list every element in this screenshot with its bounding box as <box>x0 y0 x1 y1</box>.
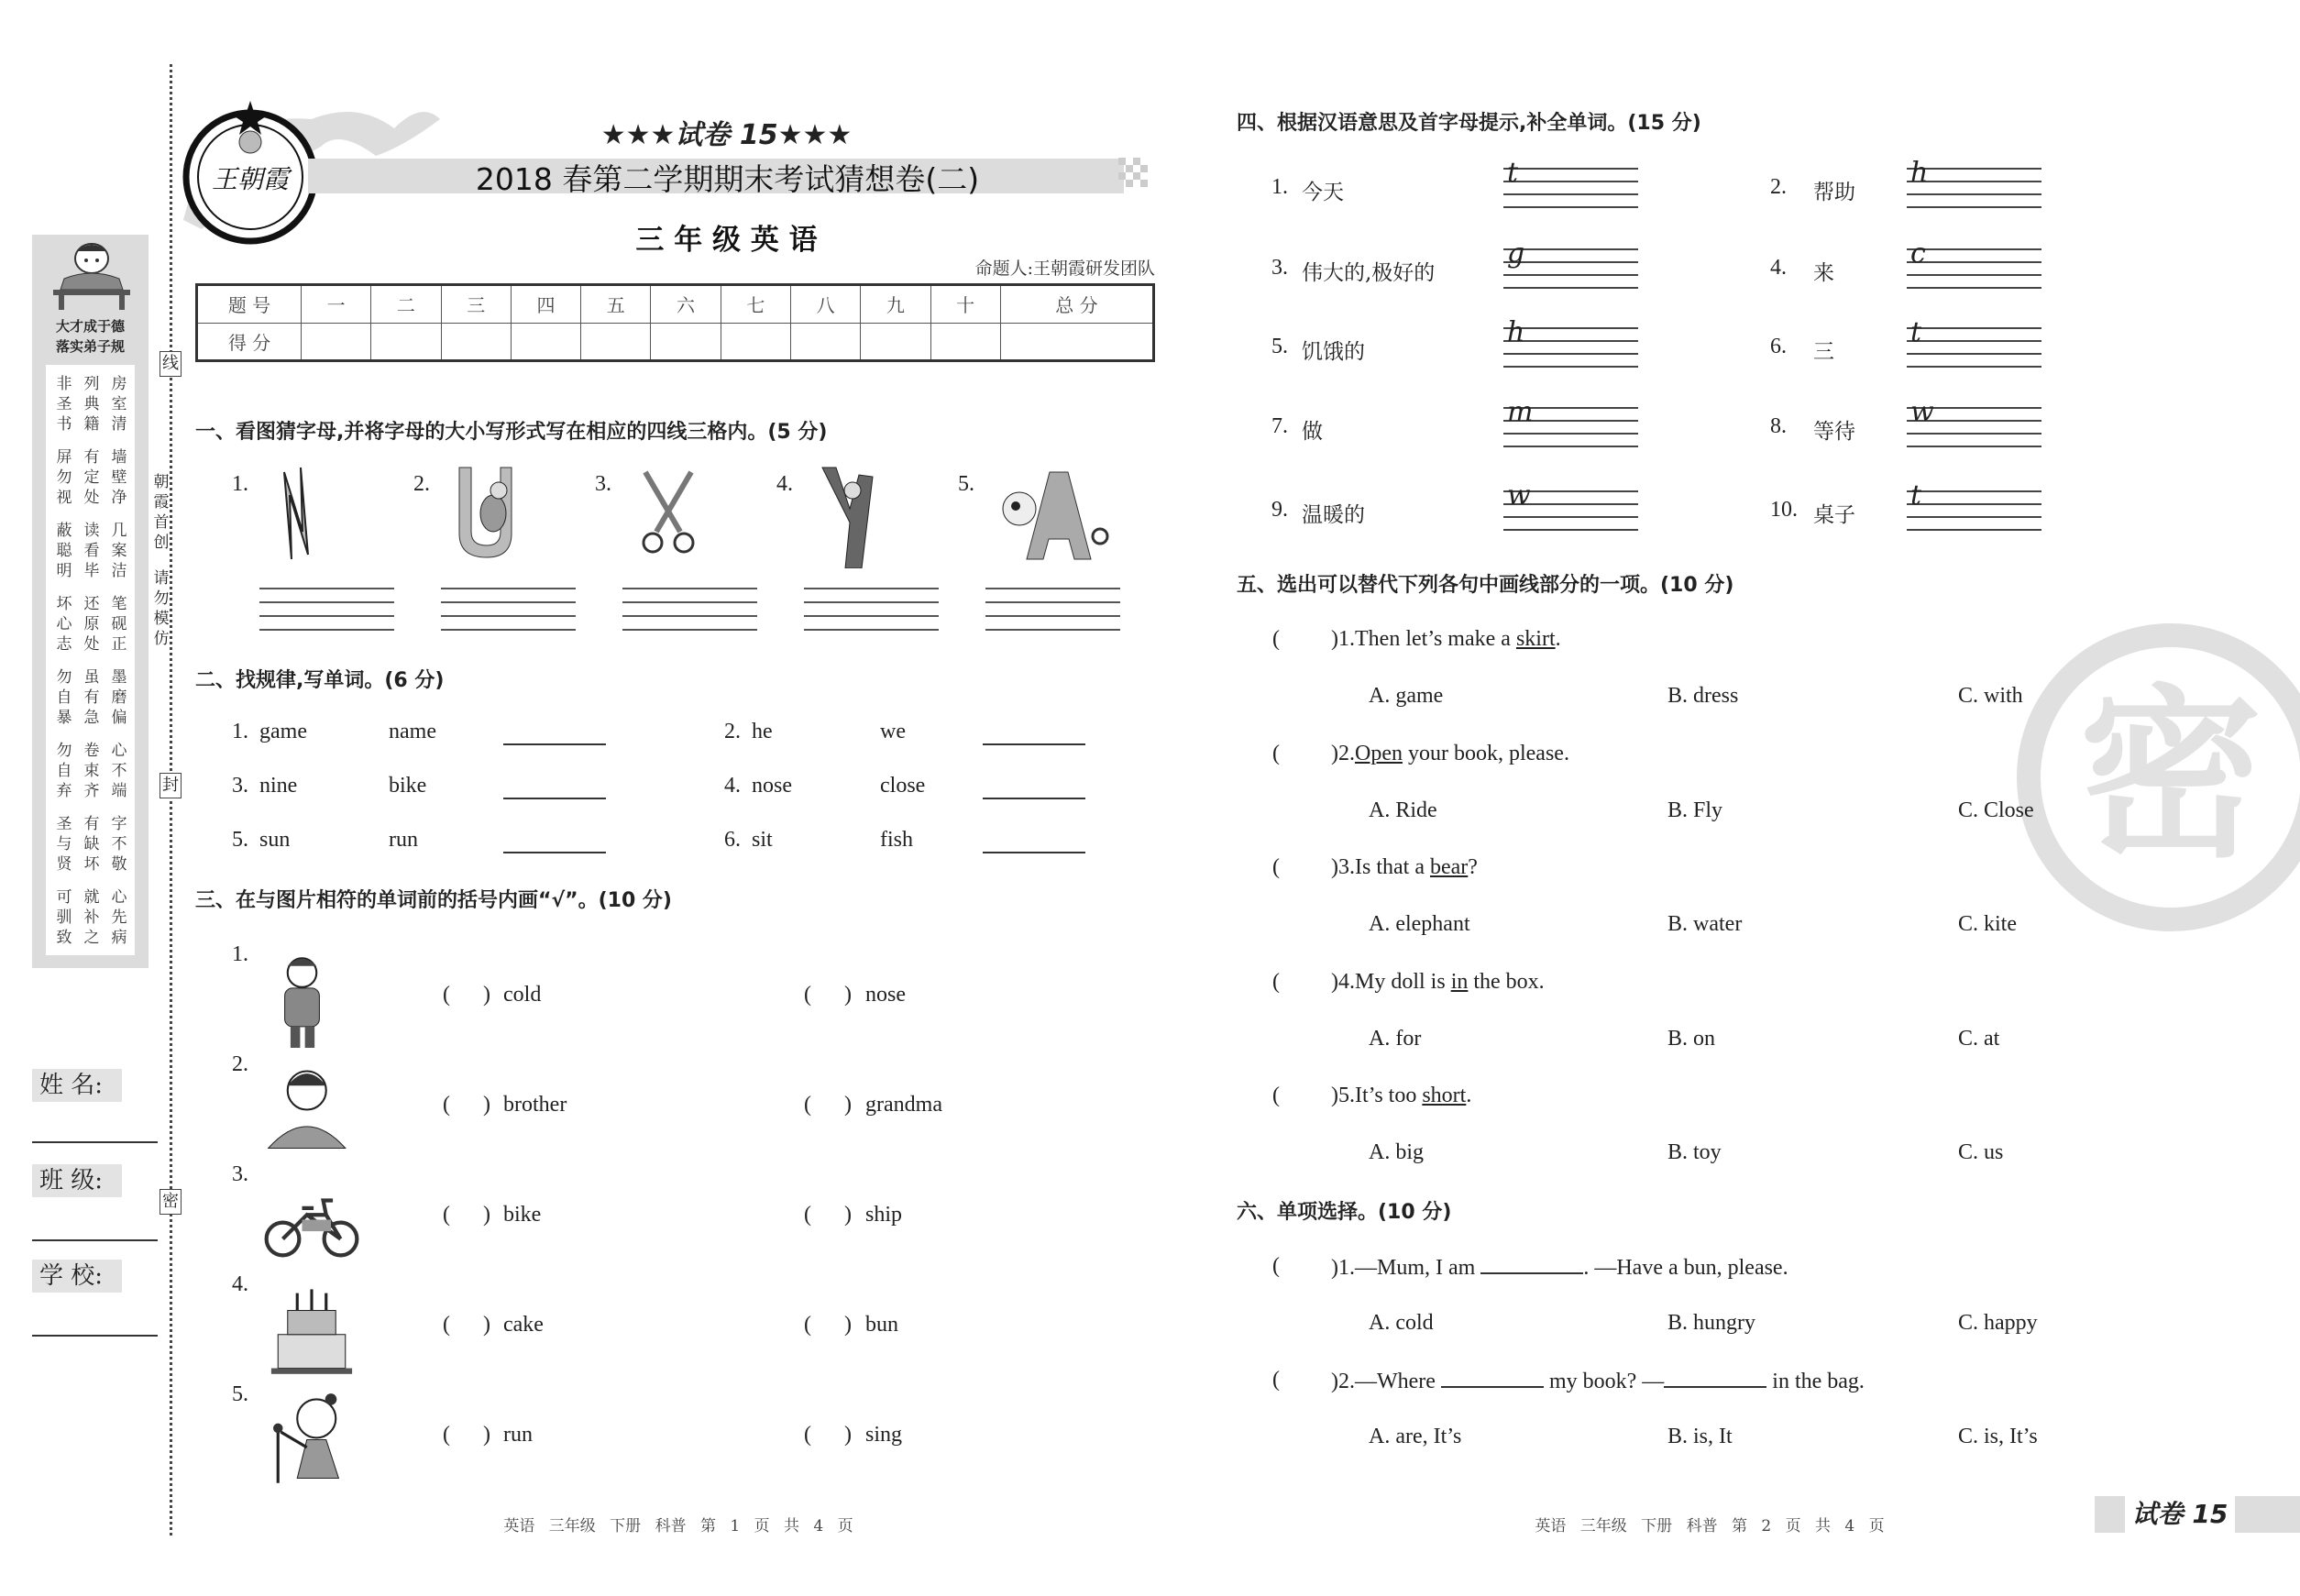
chinese-meaning: 温暖的 <box>1302 503 1365 527</box>
grid-line <box>1907 446 2041 458</box>
question-number: )3. <box>1331 855 1355 879</box>
section1-title: 一、看图猜字母,并将字母的大小写形式写在相应的四线三格内。(5 分) <box>195 421 828 444</box>
rules-text <box>46 365 135 955</box>
row-label-question-no: 题 号 <box>197 285 302 324</box>
footer-right: 英语 三年级 下册 科普 第 2 页 共 4 页 <box>1535 1517 1885 1535</box>
footer-badge: 试卷 15 <box>2125 1496 2235 1533</box>
rule-phrase: 虽有急 <box>83 668 100 726</box>
option-word: cold <box>503 983 542 1007</box>
score-cell[interactable] <box>371 323 441 361</box>
rule-phrase: 房室清 <box>111 375 127 433</box>
rule-phrase: 勿自弃 <box>56 742 72 799</box>
rule-phrase: 墙壁净 <box>111 448 127 506</box>
rule-phrase: 非圣书 <box>56 375 72 433</box>
score-cell[interactable] <box>441 323 511 361</box>
score-cell[interactable] <box>861 323 930 361</box>
four-line-grid[interactable] <box>441 588 576 643</box>
grid-line <box>259 601 394 615</box>
question-part-1: —Where <box>1355 1370 1441 1393</box>
section2-title: 二、找规律,写单词。(6 分) <box>195 669 445 692</box>
score-cell[interactable] <box>581 323 651 361</box>
grid-line <box>259 588 394 601</box>
pattern-word-1: nose <box>752 774 792 798</box>
word-number: 2. <box>1770 175 1787 199</box>
checkbox-parens[interactable]: ( ) <box>804 1093 852 1117</box>
grid-line <box>804 588 939 601</box>
score-col-header: 九 <box>861 285 930 324</box>
option-a[interactable]: A. cold <box>1369 1311 1434 1335</box>
answer-paren[interactable]: ( <box>1272 855 1280 879</box>
option-c[interactable]: C. is, It’s <box>1958 1425 2038 1448</box>
score-col-header: 一 <box>302 285 371 324</box>
wangzhaoxia-logo <box>182 96 319 248</box>
underlined-part: short <box>1422 1084 1467 1107</box>
grid-line <box>441 615 576 629</box>
rule-phrase: 勿自暴 <box>56 668 72 726</box>
first-letter-hint: h <box>1507 316 1525 348</box>
rules-banner-line1: 大才成于德 <box>55 318 125 335</box>
rule-phrase: 读看毕 <box>83 522 100 579</box>
option-c[interactable]: C. at <box>1958 1026 2000 1051</box>
underlined-part: in <box>1450 969 1469 994</box>
exam-title: 2018 春第二学期期末考试猜想卷(二) <box>475 161 980 197</box>
cake-picture <box>261 1282 362 1382</box>
fill-blank[interactable] <box>1664 1368 1766 1388</box>
rule-phrase: 圣与贤 <box>56 815 72 873</box>
option-word: ship <box>865 1203 903 1227</box>
question-post: ? <box>1468 855 1478 879</box>
fill-blank[interactable] <box>1441 1368 1544 1388</box>
class-label: 班 级: <box>32 1164 122 1197</box>
option-word: run <box>503 1423 533 1447</box>
option-a[interactable]: A. elephant <box>1369 912 1470 936</box>
first-letter-hint: g <box>1507 237 1525 270</box>
rule-phrase: 心先病 <box>111 888 127 946</box>
option-c[interactable]: C. happy <box>1958 1311 2038 1335</box>
rule-phrase: 几案洁 <box>111 522 127 579</box>
student-reading-icon <box>46 240 138 314</box>
pattern-number: 3. <box>232 774 248 798</box>
grid-line <box>1907 353 2041 366</box>
option-word: bun <box>865 1313 898 1337</box>
scissors-x-picture <box>632 463 751 573</box>
section1-item-number: 5. <box>958 472 974 496</box>
grid-line <box>1503 274 1638 287</box>
first-letter-hint: w <box>1910 396 1934 428</box>
section1-item-number: 4. <box>776 472 793 496</box>
name-field[interactable] <box>32 1141 158 1143</box>
option-a[interactable]: A. for <box>1369 1026 1422 1051</box>
option-word: nose <box>865 983 906 1007</box>
underlined-part: bear <box>1429 855 1469 879</box>
chinese-meaning: 等待 <box>1813 420 1855 444</box>
grid-line <box>1907 327 2041 340</box>
underlined-part: skirt <box>1515 627 1556 651</box>
answer-blank[interactable] <box>503 743 606 745</box>
section5-title: 五、选出可以替代下列各句中画线部分的一项。(10 分) <box>1237 574 1734 597</box>
chinese-meaning: 饥饿的 <box>1302 340 1365 364</box>
option-a[interactable]: A. Ride <box>1369 798 1437 822</box>
option-c[interactable]: C. us <box>1958 1140 2004 1164</box>
section4-title: 四、根据汉语意思及首字母提示,补全单词。(15 分) <box>1237 112 1701 135</box>
section1-item-number: 3. <box>595 472 611 496</box>
score-cell[interactable] <box>511 323 580 361</box>
rules-banner <box>37 316 144 357</box>
chinese-meaning: 帮助 <box>1813 181 1855 204</box>
checkbox-parens[interactable]: ( ) <box>443 1203 490 1227</box>
fill-blank[interactable] <box>1480 1254 1583 1274</box>
option-b[interactable]: B. hungry <box>1667 1311 1755 1335</box>
option-b[interactable]: B. dress <box>1667 684 1739 708</box>
score-cell[interactable] <box>721 323 790 361</box>
first-letter-hint: h <box>1910 157 1929 189</box>
grid-line <box>1907 206 2041 219</box>
rules-banner-line2: 落实弟子规 <box>55 338 125 355</box>
option-a[interactable]: A. big <box>1369 1140 1424 1164</box>
word-number: 5. <box>1271 335 1288 358</box>
score-cell[interactable] <box>302 323 371 361</box>
checkbox-parens[interactable]: ( ) <box>443 1093 490 1117</box>
first-letter-hint: w <box>1507 479 1531 512</box>
pattern-word-1: nine <box>259 774 298 798</box>
paper-number: ★★★试卷 15★★★ <box>600 119 853 151</box>
bike-picture <box>261 1172 362 1272</box>
cut-mark-2: 封 <box>160 773 182 798</box>
grid-line <box>1907 529 2041 542</box>
grid-line <box>985 629 1120 643</box>
grid-line <box>1503 181 1638 193</box>
score-col-header: 七 <box>721 285 790 324</box>
chinese-meaning: 伟大的,极好的 <box>1302 261 1436 285</box>
option-b[interactable]: B. toy <box>1667 1140 1722 1164</box>
question-number: )1. <box>1331 1256 1355 1280</box>
grid-line <box>1907 261 2041 274</box>
answer-paren[interactable]: ( <box>1272 741 1280 765</box>
grid-line <box>622 615 757 629</box>
grid-line <box>622 601 757 615</box>
rule-phrase: 心不端 <box>111 742 127 799</box>
grid-line <box>1503 353 1638 366</box>
option-c[interactable]: C. kite <box>1958 912 2017 936</box>
grid-line <box>1503 193 1638 206</box>
word-number: 1. <box>1271 175 1288 199</box>
word-number: 10. <box>1770 498 1798 522</box>
footer-left: 英语 三年级 下册 科普 第 1 页 共 4 页 <box>503 1517 853 1535</box>
question-text <box>1331 855 1478 880</box>
question-part-2: my book? — <box>1543 1370 1665 1393</box>
rule-phrase: 还原处 <box>83 595 100 653</box>
pattern-word-2: run <box>389 828 418 852</box>
author-line: 命题人:王朝霞研发团队 <box>974 259 1155 279</box>
option-word: sing <box>865 1423 903 1447</box>
grid-line <box>1907 340 2041 353</box>
grid-line <box>1503 529 1638 542</box>
rule-phrase: 卷束齐 <box>83 742 100 799</box>
section3-item-number: 1. <box>232 942 248 966</box>
score-cell[interactable] <box>930 323 1000 361</box>
first-letter-hint: t <box>1910 316 1922 348</box>
name-label: 姓 名: <box>32 1069 122 1102</box>
score-col-header: 总 分 <box>1000 285 1153 324</box>
question-text <box>1331 742 1569 766</box>
question-text <box>1331 1254 1788 1281</box>
grid-line <box>441 601 576 615</box>
question-text <box>1331 627 1561 652</box>
row-label-score: 得 分 <box>197 323 302 361</box>
score-col-header: 二 <box>371 285 441 324</box>
grid-line <box>1907 274 2041 287</box>
notice-no-copy: 请勿模仿 <box>153 569 170 648</box>
section1-item-number: 2. <box>413 472 430 496</box>
score-cell[interactable] <box>1000 323 1153 361</box>
rule-phrase: 可驯致 <box>56 888 72 946</box>
score-cell[interactable] <box>790 323 860 361</box>
pattern-word-2: close <box>880 774 926 798</box>
grid-line <box>622 588 757 601</box>
answer-paren[interactable]: ( <box>1272 1254 1280 1278</box>
chinese-meaning: 三 <box>1813 340 1834 364</box>
question-number: )1. <box>1331 627 1355 651</box>
rule-phrase: 有缺坏 <box>83 815 100 873</box>
grid-line <box>1503 168 1638 181</box>
question-part-2: . —Have a bun, please. <box>1583 1256 1788 1280</box>
chinese-meaning: 做 <box>1302 420 1323 444</box>
grid-line <box>804 601 939 615</box>
answer-paren[interactable]: ( <box>1272 1084 1280 1107</box>
option-c[interactable]: C. with <box>1958 684 2023 708</box>
option-b[interactable]: B. on <box>1667 1026 1716 1051</box>
grid-line <box>1907 287 2041 300</box>
a-with-tiger-picture <box>995 463 1114 573</box>
question-post: . <box>1466 1084 1472 1107</box>
four-line-grid[interactable] <box>622 588 757 643</box>
grid-line <box>985 588 1120 601</box>
cut-mark-1: 线 <box>160 351 182 377</box>
option-b[interactable]: B. is, It <box>1667 1425 1733 1448</box>
section3-item-number: 4. <box>232 1272 248 1296</box>
pattern-word-2: fish <box>880 828 913 852</box>
answer-blank[interactable] <box>983 852 1085 853</box>
section3-title: 三、在与图片相符的单词前的括号内画“√”。(10 分) <box>195 889 672 912</box>
question-pre: Is that a <box>1355 855 1430 879</box>
section3-item-number: 2. <box>232 1052 248 1076</box>
question-number: )5. <box>1331 1084 1355 1107</box>
question-number: )2. <box>1331 741 1355 765</box>
grid-line <box>1503 433 1638 446</box>
option-word: bike <box>503 1203 542 1227</box>
pattern-word-1: sit <box>752 828 773 852</box>
word-number: 9. <box>1271 498 1288 522</box>
pattern-number: 5. <box>232 828 248 852</box>
grid-line <box>441 588 576 601</box>
grid-line <box>1907 366 2041 379</box>
cut-mark-3: 密 <box>160 1189 182 1215</box>
grid-line <box>1503 446 1638 458</box>
score-col-header: 五 <box>581 285 651 324</box>
answer-paren[interactable]: ( <box>1272 627 1280 651</box>
question-text <box>1331 1084 1471 1108</box>
question-post: the box. <box>1468 969 1545 994</box>
pattern-number: 2. <box>724 720 741 743</box>
question-pre: Then let’s make a <box>1355 627 1516 651</box>
grid-line <box>1907 248 2041 261</box>
grid-line <box>1907 193 2041 206</box>
four-line-answer[interactable] <box>1907 248 2041 300</box>
pattern-word-2: name <box>389 720 436 743</box>
underlined-part: Open <box>1355 741 1403 765</box>
grid-line <box>804 629 939 643</box>
pattern-number: 1. <box>232 720 248 743</box>
option-word: grandma <box>865 1093 942 1117</box>
notice-original: 朝霞首创 <box>153 473 170 552</box>
rule-phrase: 蔽聪明 <box>56 522 72 579</box>
grid-line <box>1907 433 2041 446</box>
question-post: . <box>1555 627 1561 651</box>
grid-line <box>622 629 757 643</box>
checkbox-parens[interactable]: ( ) <box>443 1313 490 1337</box>
score-col-header: 四 <box>511 285 580 324</box>
checkbox-parens[interactable]: ( ) <box>443 983 490 1007</box>
score-col-header: 六 <box>651 285 721 324</box>
answer-blank[interactable] <box>503 852 606 853</box>
chinese-meaning: 来 <box>1813 261 1834 285</box>
question-text <box>1331 1368 1865 1394</box>
word-number: 4. <box>1770 256 1787 280</box>
checkbox-parens[interactable]: ( ) <box>804 1313 852 1337</box>
grid-line <box>441 629 576 643</box>
question-post: your book, please. <box>1402 741 1569 765</box>
pattern-word-2: bike <box>389 774 427 798</box>
grid-line <box>1907 503 2041 516</box>
option-word: brother <box>503 1093 567 1117</box>
grid-line <box>1503 206 1638 219</box>
pattern-number: 6. <box>724 828 741 852</box>
rule-phrase: 有定处 <box>83 448 100 506</box>
option-a[interactable]: A. are, It’s <box>1369 1425 1462 1448</box>
option-word: cake <box>503 1313 544 1337</box>
four-line-grid[interactable] <box>804 588 939 643</box>
score-cell[interactable] <box>651 323 721 361</box>
answer-blank[interactable] <box>983 798 1085 799</box>
rule-phrase: 屏勿视 <box>56 448 72 506</box>
rule-phrase: 墨磨偏 <box>111 668 127 726</box>
score-col-header: 八 <box>790 285 860 324</box>
class-field[interactable] <box>32 1239 158 1241</box>
section3-item-number: 3. <box>232 1162 248 1186</box>
grid-line <box>1503 366 1638 379</box>
grid-line <box>804 615 939 629</box>
four-line-answer[interactable] <box>1907 490 2041 542</box>
grid-line <box>1503 287 1638 300</box>
pattern-number: 4. <box>724 774 741 798</box>
question-number: )4. <box>1331 969 1355 994</box>
checkbox-parens[interactable]: ( ) <box>804 1203 852 1227</box>
checkbox-parens[interactable]: ( ) <box>804 983 852 1007</box>
pattern-word-1: he <box>752 720 773 743</box>
option-b[interactable]: B. Fly <box>1667 798 1723 822</box>
chinese-meaning: 今天 <box>1302 181 1344 204</box>
first-letter-hint: t <box>1910 479 1922 512</box>
watermark-char: 密 <box>2078 669 2263 883</box>
pattern-word-1: sun <box>259 828 291 852</box>
rule-phrase: 列典籍 <box>83 375 100 433</box>
score-table <box>195 283 1155 362</box>
section6-title: 六、单项选择。(10 分) <box>1237 1201 1452 1224</box>
four-line-answer[interactable] <box>1907 327 2041 379</box>
y-with-monkey-picture <box>813 463 932 573</box>
question-part-3: in the bag. <box>1766 1370 1865 1393</box>
confidential-watermark <box>2017 614 2300 944</box>
grid-line <box>259 629 394 643</box>
pattern-word-2: we <box>880 720 906 743</box>
four-line-answer[interactable] <box>1503 168 1638 219</box>
word-number: 7. <box>1271 414 1288 438</box>
answer-blank[interactable] <box>503 798 606 799</box>
first-letter-hint: m <box>1507 396 1534 428</box>
word-number: 3. <box>1271 256 1288 280</box>
school-label: 学 校: <box>32 1260 122 1293</box>
first-letter-hint: t <box>1507 157 1519 189</box>
answer-paren[interactable]: ( <box>1272 1368 1280 1392</box>
grid-line <box>985 601 1120 615</box>
checkbox-parens[interactable]: ( ) <box>804 1423 852 1447</box>
option-c[interactable]: C. Close <box>1958 798 2034 822</box>
option-b[interactable]: B. water <box>1667 912 1743 936</box>
binding-cut-line <box>170 64 172 1535</box>
pattern-word-1: game <box>259 720 307 743</box>
word-number: 8. <box>1770 414 1787 438</box>
option-a[interactable]: A. game <box>1369 684 1444 708</box>
grid-line <box>259 615 394 629</box>
question-text <box>1331 970 1545 995</box>
school-field[interactable] <box>32 1335 158 1337</box>
grandma-picture <box>261 1062 362 1162</box>
checkbox-parens[interactable]: ( ) <box>443 1423 490 1447</box>
answer-paren[interactable]: ( <box>1272 969 1280 994</box>
rule-phrase: 就补之 <box>83 888 100 946</box>
question-part-1: —Mum, I am <box>1355 1256 1481 1280</box>
score-col-header: 三 <box>441 285 511 324</box>
score-col-header: 十 <box>930 285 1000 324</box>
chinese-meaning: 桌子 <box>1813 503 1855 527</box>
grid-line <box>1503 516 1638 529</box>
cold-boy-picture <box>261 952 362 1052</box>
grid-line <box>985 615 1120 629</box>
question-number: )2. <box>1331 1370 1355 1393</box>
section3-item-number: 5. <box>232 1382 248 1406</box>
word-number: 6. <box>1770 335 1787 358</box>
question-pre: My doll is <box>1355 969 1451 994</box>
four-line-grid[interactable] <box>259 588 394 643</box>
grid-line <box>1907 516 2041 529</box>
singing-girl-picture <box>261 1392 362 1492</box>
subject-title: 三 年 级 英 语 <box>635 224 818 257</box>
grid-line <box>1907 490 2041 503</box>
first-letter-hint: c <box>1910 237 1926 270</box>
u-with-bird-picture <box>450 463 569 573</box>
answer-blank[interactable] <box>983 743 1085 745</box>
lightning-n-picture <box>278 463 397 573</box>
question-pre: It’s too <box>1355 1084 1423 1107</box>
svg-text:王朝霞: 王朝霞 <box>211 164 290 194</box>
four-line-grid[interactable] <box>985 588 1120 643</box>
rule-phrase: 字不敬 <box>111 815 127 873</box>
rule-phrase: 笔砚正 <box>111 595 127 653</box>
section1-item-number: 1. <box>232 472 248 496</box>
rule-phrase: 坏心志 <box>56 595 72 653</box>
